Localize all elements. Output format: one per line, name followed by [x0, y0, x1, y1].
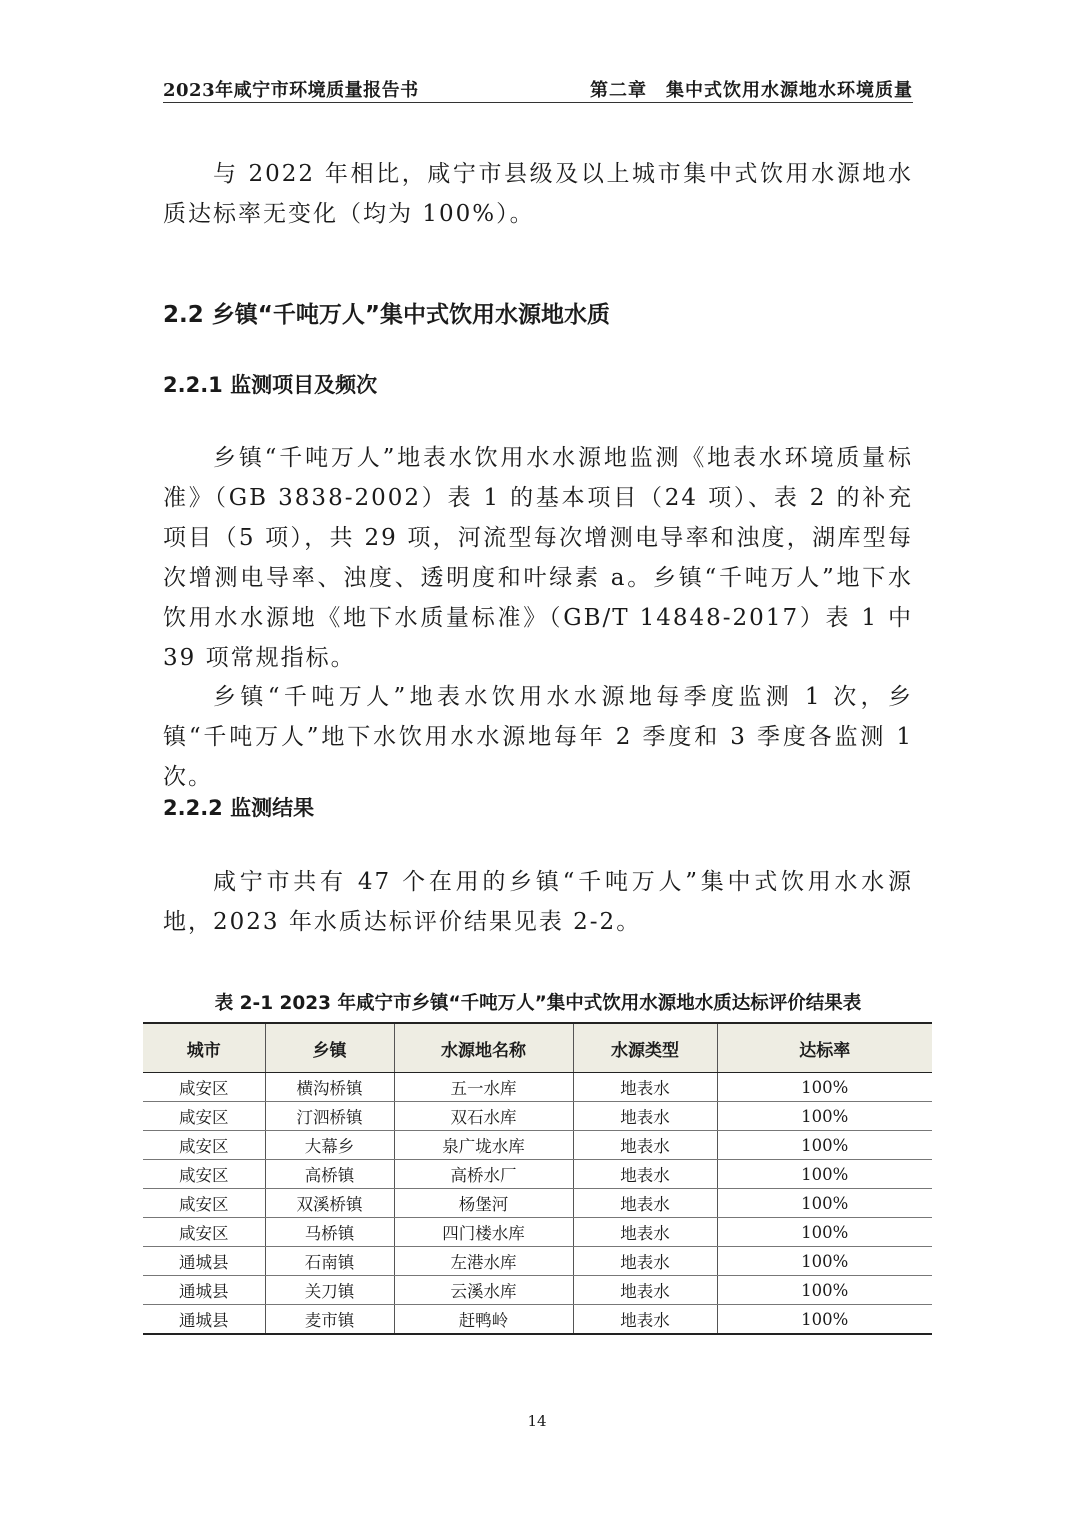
section-heading-2-2: 2.2 乡镇“千吨万人”集中式饮用水源地水质	[163, 302, 610, 328]
cell-city: 咸安区	[143, 1160, 265, 1189]
cell-town: 石南镇	[265, 1247, 394, 1276]
monitoring-items-paragraph: 乡镇“千吨万人”地表水饮用水水源地监测《地表水环境质量标准》（GB 3838-2002）表 1 的基本项目（24 项）、表 2 的补充项目（5 项），共 29 项，河流型每次增测电导率和浊度，湖库型每次增测电导率、浊度、透明度和叶绿素 a。乡镇“千吨万人”地下水饮用水水源地《地下水质量标准》（GB/T 14848-2017）表 1 中 39 项常规指标。	[163, 445, 913, 671]
cell-town: 双溪桥镇	[265, 1189, 394, 1218]
cell-source-type: 地表水	[573, 1073, 717, 1102]
table-row	[143, 1160, 932, 1189]
cell-city: 咸安区	[143, 1073, 265, 1102]
table-row	[143, 1189, 932, 1218]
results-table	[143, 1022, 932, 1335]
cell-town: 大幕乡	[265, 1131, 394, 1160]
cell-source-name: 高桥水厂	[394, 1160, 573, 1189]
cell-town: 横沟桥镇	[265, 1073, 394, 1102]
cell-city: 通城县	[143, 1276, 265, 1305]
cell-city: 咸安区	[143, 1218, 265, 1247]
cell-city: 通城县	[143, 1305, 265, 1335]
cell-compliance-rate: 100%	[717, 1247, 932, 1276]
table-row	[143, 1247, 932, 1276]
cell-source-name: 双石水库	[394, 1102, 573, 1131]
header-source-type: 水源类型	[573, 1023, 717, 1073]
cell-city: 咸安区	[143, 1131, 265, 1160]
cell-town: 高桥镇	[265, 1160, 394, 1189]
cell-compliance-rate: 100%	[717, 1276, 932, 1305]
cell-compliance-rate: 100%	[717, 1218, 932, 1247]
cell-source-name: 左港水库	[394, 1247, 573, 1276]
table-header-row	[143, 1023, 932, 1073]
cell-town: 马桥镇	[265, 1218, 394, 1247]
header-chapter-title: 第二章 集中式饮用水源地水环境质量	[590, 80, 913, 101]
cell-source-type: 地表水	[573, 1189, 717, 1218]
cell-city: 咸安区	[143, 1189, 265, 1218]
header-source-name: 水源地名称	[394, 1023, 573, 1073]
header-town: 乡镇	[265, 1023, 394, 1073]
cell-source-type: 地表水	[573, 1218, 717, 1247]
intro-paragraph: 与 2022 年相比，咸宁市县级及以上城市集中式饮用水源地水质达标率无变化（均为 100%）。	[163, 161, 913, 227]
cell-source-type: 地表水	[573, 1160, 717, 1189]
header-report-title: 2023年咸宁市环境质量报告书	[163, 80, 419, 101]
cell-source-name: 杨堡河	[394, 1189, 573, 1218]
cell-source-type: 地表水	[573, 1247, 717, 1276]
cell-city: 咸安区	[143, 1102, 265, 1131]
table-row	[143, 1276, 932, 1305]
page-header	[163, 76, 913, 103]
page-number: 14	[527, 1412, 547, 1430]
table-row	[143, 1102, 932, 1131]
cell-town: 关刀镇	[265, 1276, 394, 1305]
cell-compliance-rate: 100%	[717, 1073, 932, 1102]
cell-town: 汀泗桥镇	[265, 1102, 394, 1131]
cell-compliance-rate: 100%	[717, 1189, 932, 1218]
cell-source-name: 五一水库	[394, 1073, 573, 1102]
cell-town: 麦市镇	[265, 1305, 394, 1335]
cell-source-type: 地表水	[573, 1102, 717, 1131]
monitoring-frequency-paragraph: 乡镇“千吨万人”地表水饮用水水源地每季度监测 1 次，乡镇“千吨万人”地下水饮用水水源地每年 2 季度和 3 季度各监测 1 次。	[163, 684, 913, 790]
header-compliance-rate: 达标率	[717, 1023, 932, 1073]
cell-source-type: 地表水	[573, 1276, 717, 1305]
cell-source-name: 四门楼水库	[394, 1218, 573, 1247]
table-row	[143, 1131, 932, 1160]
cell-compliance-rate: 100%	[717, 1102, 932, 1131]
cell-city: 通城县	[143, 1247, 265, 1276]
cell-source-name: 云溪水库	[394, 1276, 573, 1305]
table-row	[143, 1073, 932, 1102]
section-heading-2-2-1: 2.2.1 监测项目及频次	[163, 373, 378, 397]
cell-source-name: 赶鸭岭	[394, 1305, 573, 1335]
header-city: 城市	[143, 1023, 265, 1073]
cell-compliance-rate: 100%	[717, 1131, 932, 1160]
cell-source-name: 泉广垅水库	[394, 1131, 573, 1160]
table-row	[143, 1305, 932, 1335]
cell-compliance-rate: 100%	[717, 1160, 932, 1189]
table-row	[143, 1218, 932, 1247]
table-caption: 表 2-1 2023 年咸宁市乡镇“千吨万人”集中式饮用水源地水质达标评价结果表	[214, 993, 862, 1014]
section-heading-2-2-2: 2.2.2 监测结果	[163, 796, 315, 820]
cell-compliance-rate: 100%	[717, 1305, 932, 1335]
results-paragraph: 咸宁市共有 47 个在用的乡镇“千吨万人”集中式饮用水水源地，2023 年水质达标评价结果见表 2-2。	[163, 869, 913, 935]
cell-source-type: 地表水	[573, 1305, 717, 1335]
cell-source-type: 地表水	[573, 1131, 717, 1160]
